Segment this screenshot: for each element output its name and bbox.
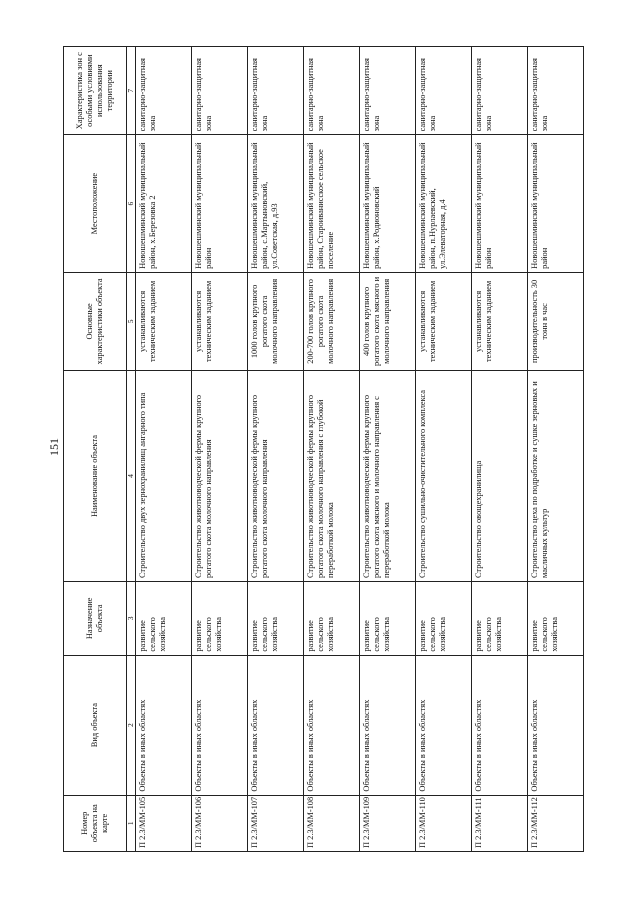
object-name: Строительство овощехранилища (472, 370, 528, 581)
object-characteristics: 1000 голов крупного рогатого скота молочного направления (248, 272, 304, 370)
column-number: 7 (127, 47, 136, 135)
object-location: Новошешминский муниципальный район, с.Мартыновский, ул.Советская, д.93 (248, 135, 304, 272)
object-purpose: развитие сельского хозяйства (192, 582, 248, 656)
object-location: Новошешминский муниципальный район (472, 135, 528, 272)
object-zone: санитарно-защитная зона (416, 47, 472, 135)
table-row (416, 47, 472, 852)
object-name: Строительство животноводческой фермы крупного рогатого скота молочного направления (248, 370, 304, 581)
object-number: П 2.3/ММ-107 (248, 795, 304, 851)
object-kind: Объекты в иных областях (472, 655, 528, 795)
col-header-name: Наименование объекта (64, 370, 127, 581)
objects-table (63, 46, 584, 852)
header-row (64, 47, 127, 852)
col-header-characteristics: Основные характеристики объекта (64, 272, 127, 370)
object-location: Новошешминский муниципальный район, Староиванисское сельское поселение (304, 135, 360, 272)
object-kind: Объекты в иных областях (136, 655, 192, 795)
object-zone: санитарно-защитная зона (360, 47, 416, 135)
object-purpose: развитие сельского хозяйства (304, 582, 360, 656)
object-location: Новошешминский муниципальный район, п.Нурлаевский, ул.Элеваторная, д.4 (416, 135, 472, 272)
object-characteristics: 400 голов крупного рогатого скота мясного и молочного направления (360, 272, 416, 370)
object-kind: Объекты в иных областях (528, 655, 584, 795)
rotated-table-container (63, 46, 573, 852)
object-zone: санитарно-защитная зона (528, 47, 584, 135)
object-location: Новошешминский муниципальный район, х.Родионовский (360, 135, 416, 272)
table-row (248, 47, 304, 852)
object-characteristics: устанавливаются техническим заданием (136, 272, 192, 370)
object-number: П 2.3/ММ-106 (192, 795, 248, 851)
page-number: 151 (47, 438, 61, 456)
column-number: 6 (127, 135, 136, 272)
object-kind: Объекты в иных областях (192, 655, 248, 795)
object-name: Строительство цеха по подработке и сушке зерновых и масличных культур (528, 370, 584, 581)
object-characteristics: устанавливаются техническим заданием (416, 272, 472, 370)
table-row (192, 47, 248, 852)
object-kind: Объекты в иных областях (416, 655, 472, 795)
object-purpose: развитие сельского хозяйства (472, 582, 528, 656)
object-number: П 2.3/ММ-108 (304, 795, 360, 851)
object-characteristics: производительность 30 тонн в час (528, 272, 584, 370)
object-purpose: развитие сельского хозяйства (248, 582, 304, 656)
table-row (136, 47, 192, 852)
object-zone: санитарно-защитная зона (472, 47, 528, 135)
object-zone: санитарно-защитная зона (304, 47, 360, 135)
object-purpose: развитие сельского хозяйства (416, 582, 472, 656)
col-header-kind: Вид объекта (64, 655, 127, 795)
object-number: П 2.3/ММ-110 (416, 795, 472, 851)
object-name: Строительство двух зернохранилищ ангарного типа (136, 370, 192, 581)
object-number: П 2.3/ММ-105 (136, 795, 192, 851)
object-number: П 2.3/ММ-111 (472, 795, 528, 851)
object-characteristics: устанавливаются техническим заданием (192, 272, 248, 370)
object-name: Строительство животноводческой фермы крупного рогатого скота молочного направления с глубокой переработкой молока (304, 370, 360, 581)
object-purpose: развитие сельского хозяйства (136, 582, 192, 656)
column-number: 4 (127, 370, 136, 581)
col-header-location: Местоположение (64, 135, 127, 272)
object-number: П 2.3/ММ-112 (528, 795, 584, 851)
col-header-zones: Характеристика зон с особыми условиями использования территории (64, 47, 127, 135)
object-zone: санитарно-защитная зона (248, 47, 304, 135)
table-row (304, 47, 360, 852)
column-number-row (127, 47, 136, 852)
object-location: Новошешминский муниципальный район, х.Березовка 2 (136, 135, 192, 272)
object-purpose: развитие сельского хозяйства (360, 582, 416, 656)
object-kind: Объекты в иных областях (360, 655, 416, 795)
object-location: Новошешминский муниципальный район (192, 135, 248, 272)
object-zone: санитарно-защитная зона (136, 47, 192, 135)
object-name: Строительство животноводческой фермы крупного рогатого скота молочного направления (192, 370, 248, 581)
object-purpose: развитие сельского хозяйства (528, 582, 584, 656)
object-location: Новошешминский муниципальный район (528, 135, 584, 272)
object-characteristics: 200-700 голов крупного рогатого скота молочного направления (304, 272, 360, 370)
table-row (528, 47, 584, 852)
column-number: 2 (127, 655, 136, 795)
object-name: Строительство животноводческой фермы крупного рогатого скота мясного и молочного направления с переработкой молока (360, 370, 416, 581)
object-zone: санитарно-защитная зона (192, 47, 248, 135)
table-row (360, 47, 416, 852)
object-number: П 2.3/ММ-109 (360, 795, 416, 851)
table-row (472, 47, 528, 852)
column-number: 5 (127, 272, 136, 370)
object-kind: Объекты в иных областях (304, 655, 360, 795)
column-number: 1 (127, 795, 136, 851)
object-kind: Объекты в иных областях (248, 655, 304, 795)
object-characteristics: устанавливаются техническим заданием (472, 272, 528, 370)
col-header-purpose: Назначение объекта (64, 582, 127, 656)
column-number: 3 (127, 582, 136, 656)
object-name: Строительство сушильно-очистительного комплекса (416, 370, 472, 581)
col-header-number: Номер объекта на карте (64, 795, 127, 851)
